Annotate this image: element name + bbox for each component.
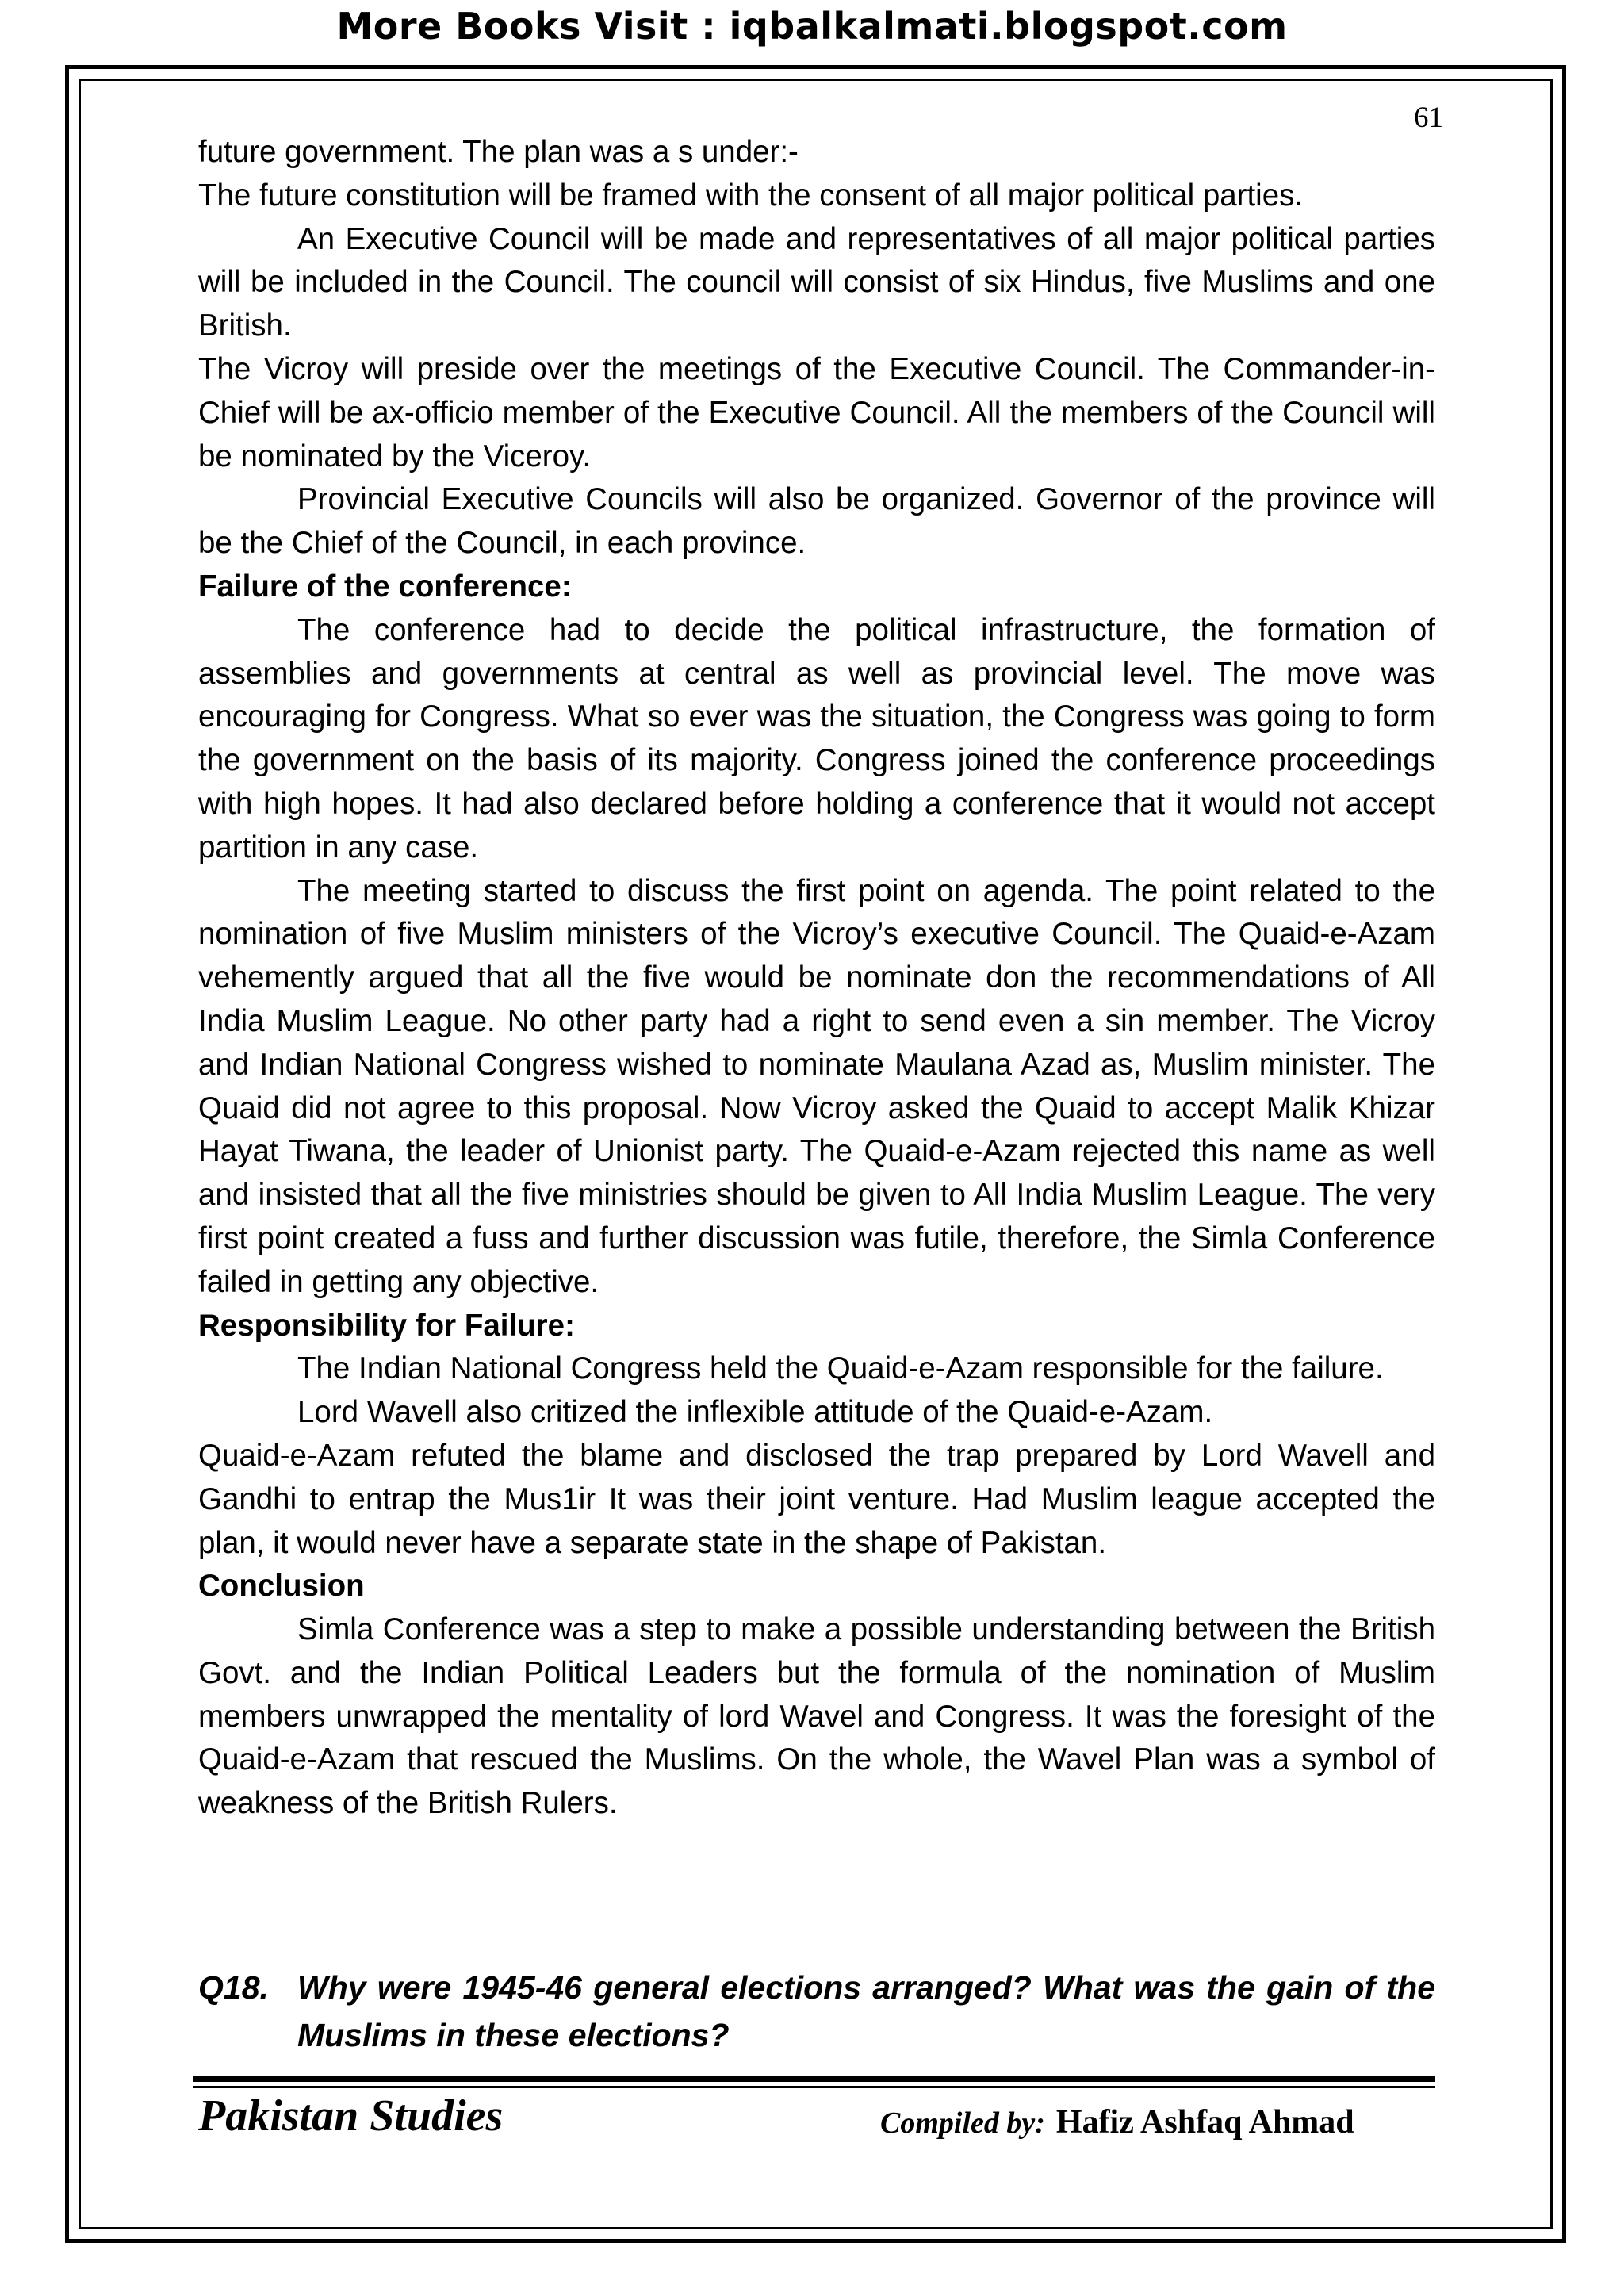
paragraph: Quaid-e-Azam refuted the blame and disclosed the trap prepared by Lord Wavell and Gandhi to entrap the Mus1ir It was their joint venture. Had Muslim league accepted the plan, it would never have a separate state in the shape of Pakistan. bbox=[198, 1438, 1435, 1560]
footer-rule-thin bbox=[193, 2086, 1435, 2088]
paragraph: An Executive Council will be made and representatives of all major political parties will be included in the Council. The council will consist of six Hindus, five Muslims and one British. bbox=[198, 221, 1435, 343]
paragraph: The Indian National Congress held the Quaid-e-Azam responsible for the failure. bbox=[297, 1351, 1384, 1386]
paragraph: future government. The plan was a s under:- bbox=[198, 135, 799, 169]
author-name: Hafiz Ashfaq Ahmad bbox=[1055, 2104, 1354, 2141]
question-block bbox=[198, 1964, 1435, 2059]
paragraph: Provincial Executive Councils will also be organized. Governor of the province will be the Chief of the Council, in each province. bbox=[198, 482, 1435, 561]
section-heading-conclusion: Conclusion bbox=[198, 1569, 365, 1604]
footer-rule-thick bbox=[193, 2076, 1435, 2082]
section-heading-responsibility: Responsibility for Failure: bbox=[198, 1308, 575, 1343]
section-heading-failure: Failure of the conference: bbox=[198, 569, 572, 604]
paragraph: Simla Conference was a step to make a possible understanding between the British Govt. and the Indian Political Leaders but the formula of the nomination of Muslim members unwrapped the mentality of lord Wavel and Congress. It was the foresight of the Quaid-e-Azam that rescued the Muslims. On the whole, the Wavel Plan was a symbol of weakness of the British Rulers. bbox=[198, 1612, 1435, 1821]
compiled-by-label: Compiled by: bbox=[880, 2106, 1045, 2140]
paragraph: The meeting started to discuss the first point on agenda. The point related to the nomination of five Muslim ministers of the Vicroy’s executive Council. The Quaid-e-Azam vehemently argued that all the five would be nominate don the recommendations of All India Muslim League. No other party had a right to send even a sin member. The Vicroy and Indian National Congress wished to nominate Maulana Azad as, Muslim minister. The Quaid did not agree to this proposal. Now Vicroy asked the Quaid to accept Malik Khizar Hayat Tiwana, the leader of Unionist party. The Quaid-e-Azam rejected this name as well and insisted that all the five ministries should be given to All India Muslim League. The very first point created a fuss and further discussion was futile, therefore, the Simla Conference failed in getting any objective. bbox=[198, 873, 1435, 1299]
page-number: 61 bbox=[1414, 102, 1443, 134]
question-text: Why were 1945-46 general elections arranged? What was the gain of the Muslims in these elections? bbox=[297, 1969, 1435, 2053]
paragraph: The Vicroy will preside over the meetings of the Executive Council. The Commander-in-Chief will be ax-officio member of the Executive Council. All the members of the Council will be nominated by the Viceroy. bbox=[198, 351, 1435, 473]
body-text bbox=[198, 131, 1435, 1826]
paragraph: The future constitution will be framed with the consent of all major political parties. bbox=[198, 178, 1304, 213]
paragraph: Lord Wavell also critized the inflexible attitude of the Quaid-e-Azam. bbox=[297, 1395, 1213, 1430]
question-number: Q18. bbox=[198, 1969, 269, 2006]
site-header: More Books Visit : iqbalkalmati.blogspot.com bbox=[336, 5, 1288, 48]
compiler-credit bbox=[880, 2103, 1354, 2141]
paragraph: The conference had to decide the political infrastructure, the formation of assemblies and governments at central as well as provincial level. The move was encouraging for Congress. What so ever was the situation, the Congress was going to form the government on the basis of its majority. Congress joined the conference proceedings with high hopes. It had also declared before holding a conference that it would not accept partition in any case. bbox=[198, 612, 1435, 864]
book-title: Pakistan Studies bbox=[198, 2091, 504, 2141]
